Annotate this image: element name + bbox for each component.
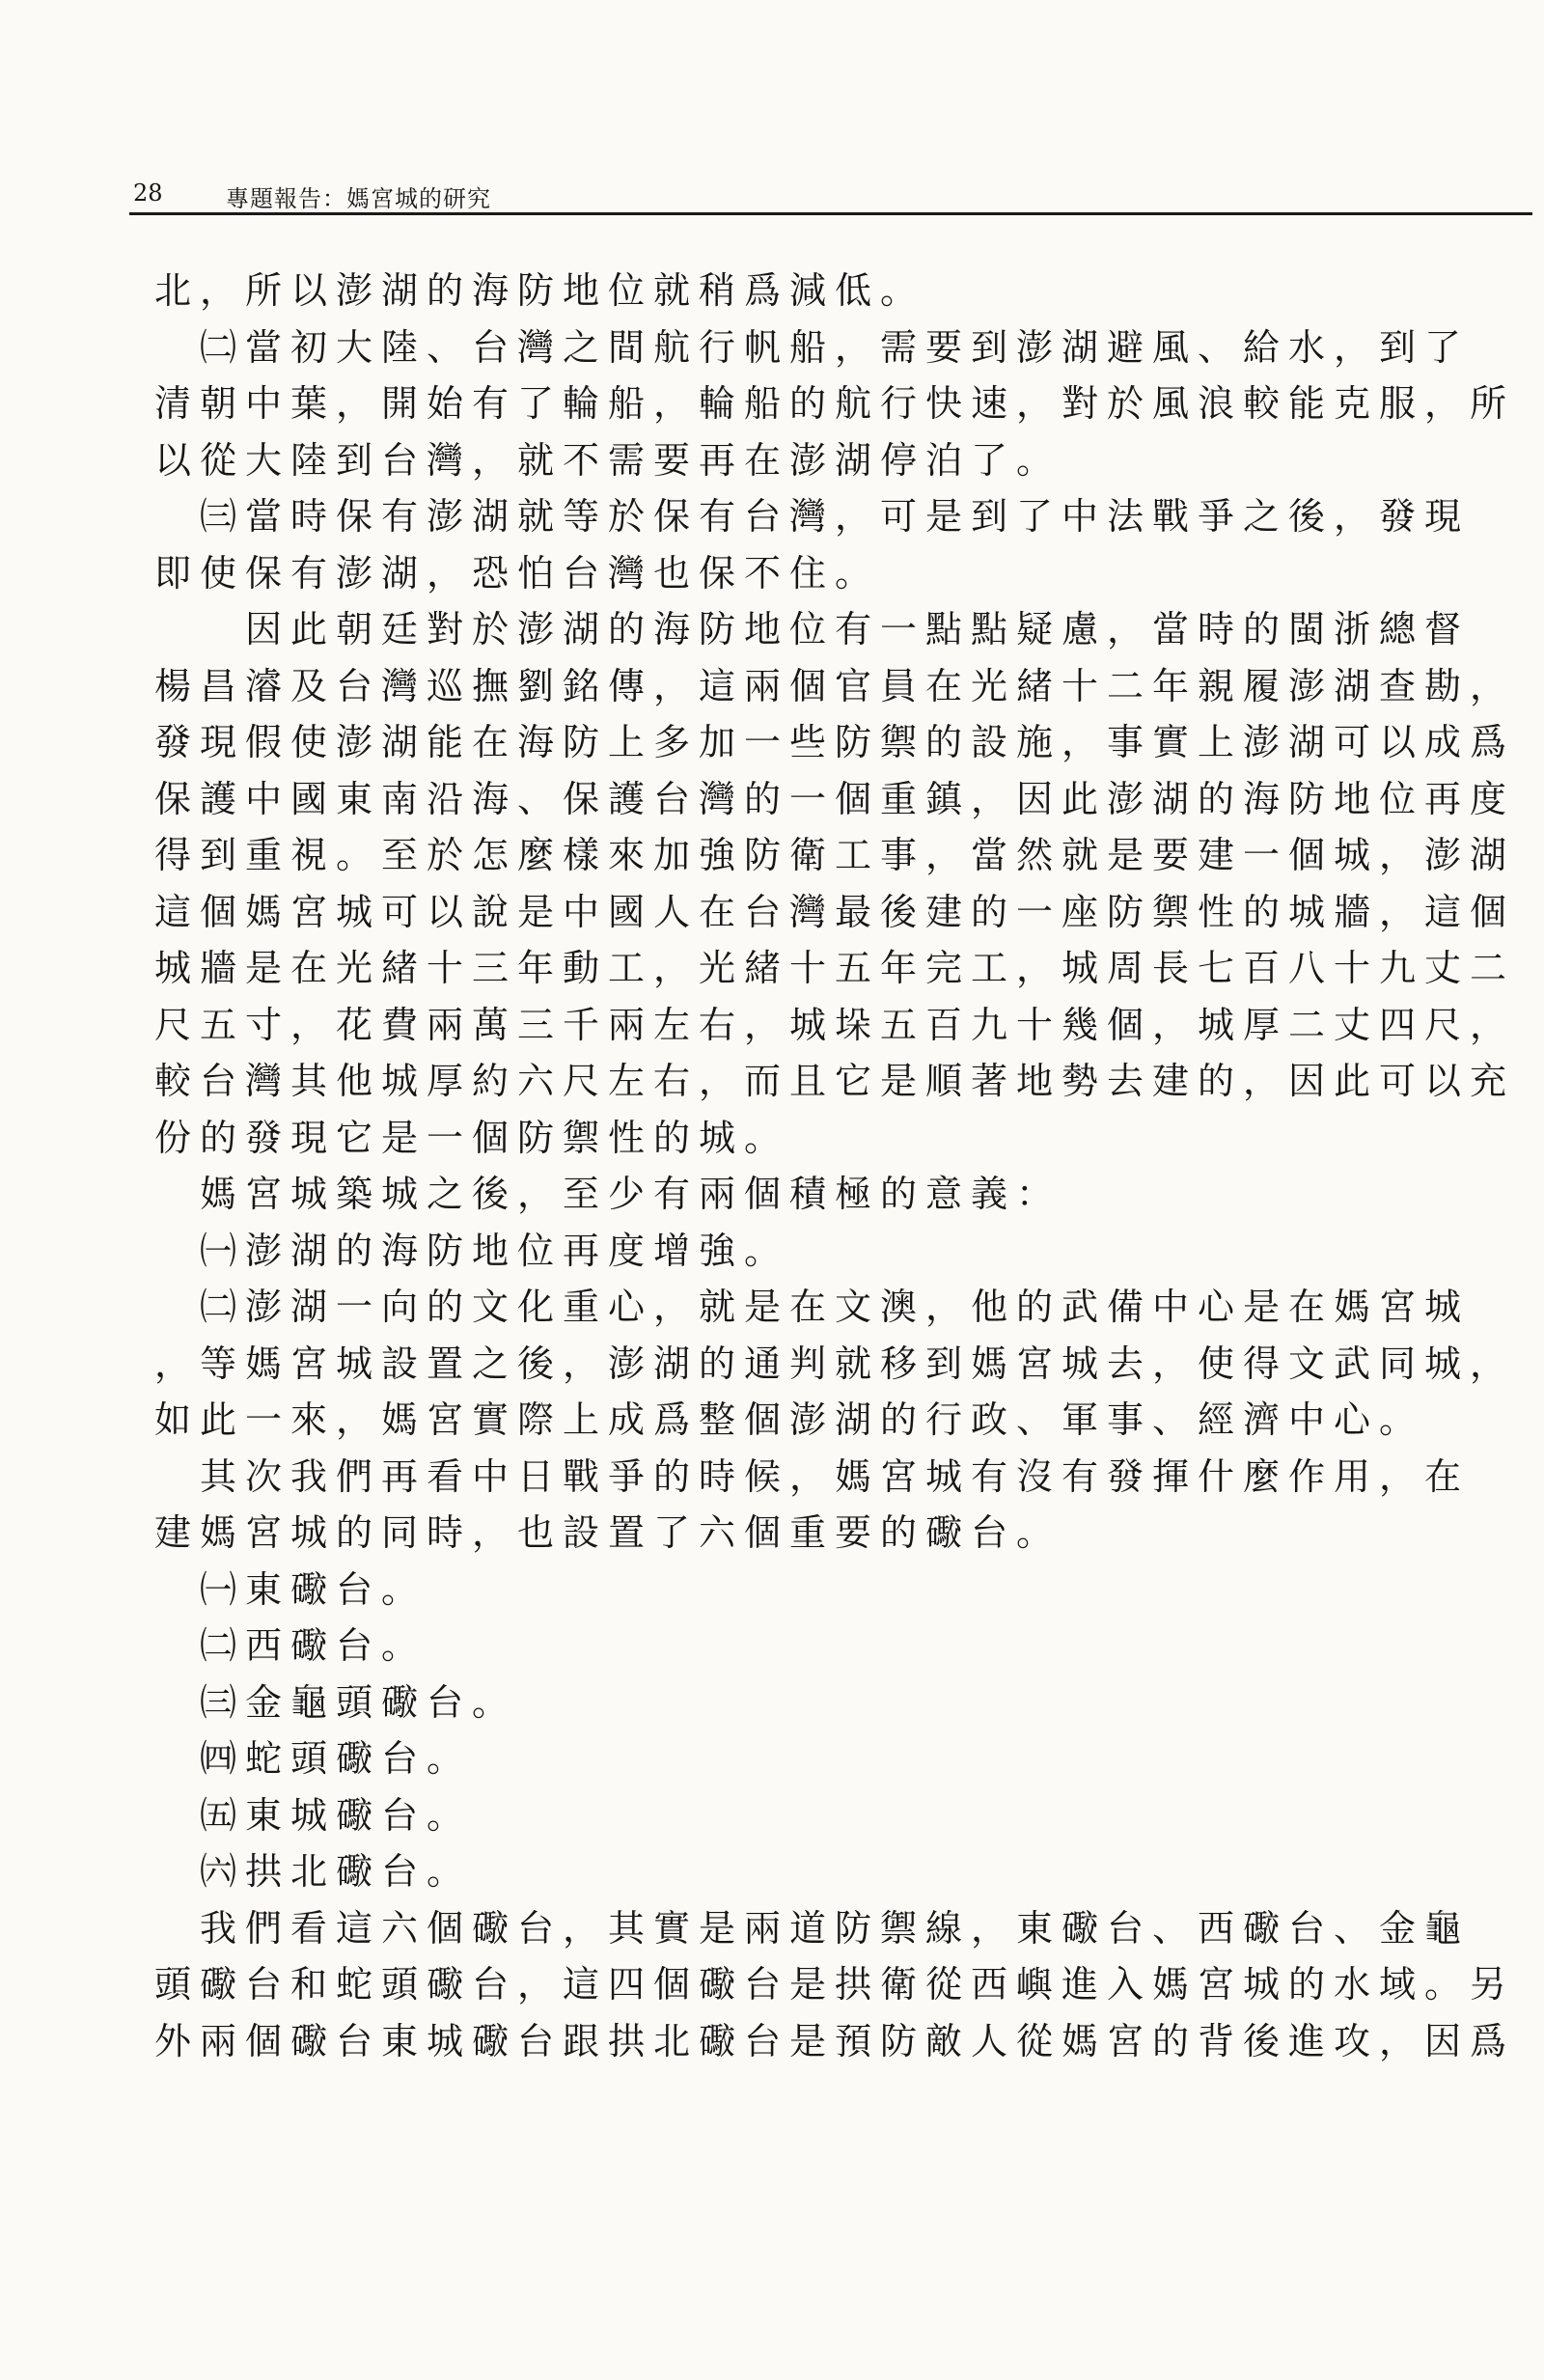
text-line: ㈣蛇頭礮台。	[154, 1737, 473, 1780]
text-line: ㈡澎湖一向的文化重心，就是在文澳，他的武備中心是在媽宮城	[154, 1286, 1471, 1328]
text-line: 外兩個礮台東城礮台跟拱北礮台是預防敵人從媽宮的背後進攻，因爲	[154, 2019, 1516, 2062]
text-line: ㈠東礮台。	[154, 1567, 427, 1611]
text-line: ㈠澎湖的海防地位再度增強。	[154, 1229, 790, 1272]
text-line: 發現假使澎湖能在海防上多加一些防禦的設施，事實上澎湖可以成爲	[154, 721, 1516, 763]
text-line: 份的發現它是一個防禦性的城。	[154, 1116, 790, 1159]
text-line: ㈢金龜頭礮台。	[154, 1680, 518, 1724]
text-line: ㈤東城礮台。	[154, 1793, 473, 1837]
text-line: 如此一來，媽宮實際上成爲整個澎湖的行政、軍事、經濟中心。	[154, 1398, 1425, 1441]
text-line: 尺五寸，花費兩萬三千兩左右，城垛五百九十幾個，城厚二丈四尺，	[154, 1003, 1516, 1046]
header-rule	[129, 212, 1532, 215]
text-line: 因此朝廷對於澎湖的海防地位有一點點疑慮，當時的閩浙總督	[154, 608, 1471, 650]
text-line: 這個媽宮城可以說是中國人在台灣最後建的一座防禦性的城牆，這個	[154, 890, 1516, 933]
text-line: 楊昌濬及台灣巡撫劉銘傳，這兩個官員在光緒十二年親履澎湖查勘，	[154, 664, 1516, 707]
text-line: 較台灣其他城厚約六尺左右，而且它是順著地勢去建的，因此可以充	[154, 1060, 1516, 1102]
text-line: 其次我們再看中日戰爭的時候，媽宮城有沒有發揮什麼作用，在	[154, 1454, 1471, 1498]
text-line: 媽宮城築城之後，至少有兩個積極的意義：	[154, 1173, 1062, 1215]
text-line: 得到重視。至於怎麼樣來加強防衛工事，當然就是要建一個城，澎湖	[154, 834, 1516, 876]
text-line: ㈢當時保有澎湖就等於保有台灣，可是到了中法戰爭之後，發現	[154, 495, 1471, 538]
text-line: ㈡當初大陸、台灣之間航行帆船，需要到澎湖避風、給水，到了	[154, 325, 1471, 369]
text-line: 保護中國東南沿海、保護台灣的一個重鎮，因此澎湖的海防地位再度	[154, 777, 1516, 820]
header-title: 專題報告：媽宮城的研究	[226, 185, 491, 212]
text-line: 我們看這六個礮台，其實是兩道防禦線，東礮台、西礮台、金龜	[154, 1906, 1471, 1950]
text-line: 北，所以澎湖的海防地位就稍爲減低。	[154, 269, 926, 312]
page-number: 28	[133, 180, 163, 207]
running-header	[131, 174, 1529, 212]
text-line: ，等媽宮城設置之後，澎湖的通判就移到媽宮城去，使得文武同城，	[154, 1342, 1516, 1385]
text-line: 即使保有澎湖，恐怕台灣也保不住。	[154, 551, 881, 595]
text-line: 以從大陸到台灣，就不需要再在澎湖停泊了。	[154, 438, 1062, 482]
text-line: ㈡西礮台。	[154, 1624, 427, 1667]
text-line: 城牆是在光緒十三年動工，光緒十五年完工，城周長七百八十九丈二	[154, 947, 1516, 989]
text-line: ㈥拱北礮台。	[154, 1850, 473, 1893]
text-line: 頭礮台和蛇頭礮台，這四個礮台是拱衛從西嶼進入媽宮城的水域。另	[154, 1963, 1516, 2006]
body-text	[154, 263, 1525, 2069]
text-line: 清朝中葉，開始有了輪船，輪船的航行快速，對於風浪較能克服，所	[154, 382, 1516, 425]
text-line: 建媽宮城的同時，也設置了六個重要的礮台。	[154, 1511, 1062, 1554]
